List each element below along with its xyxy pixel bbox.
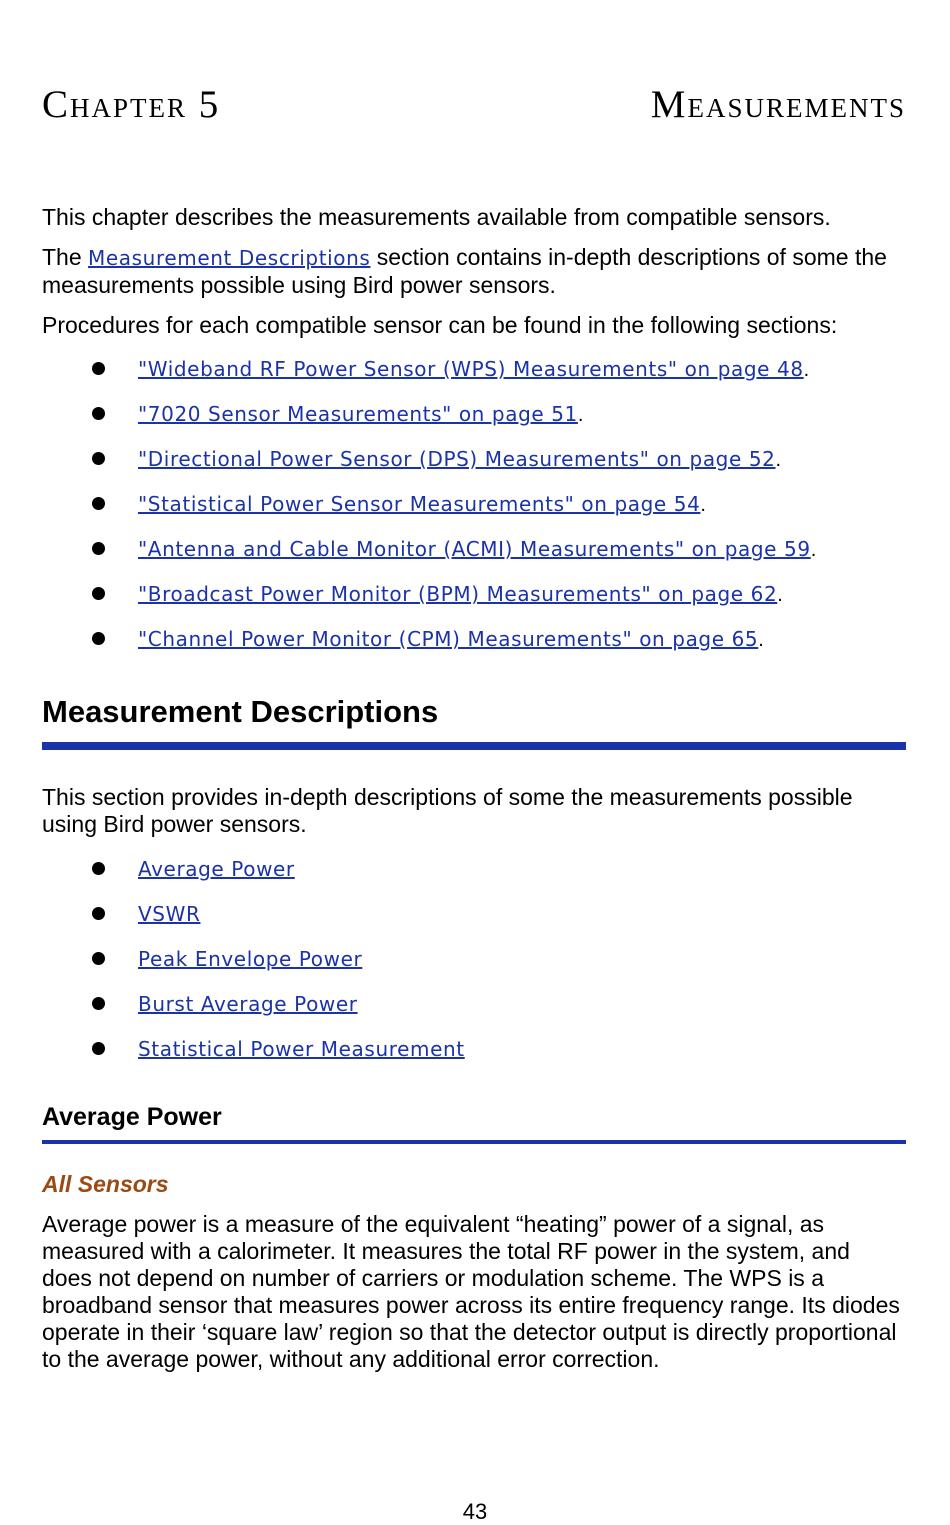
subsection-heading: Average Power bbox=[42, 1103, 222, 1131]
list-item bbox=[42, 1035, 906, 1080]
bullet-icon bbox=[92, 407, 105, 420]
bullet-icon bbox=[92, 1042, 105, 1055]
procedure-link-statistical[interactable]: "Statistical Power Sensor Measurements" on page 54 bbox=[138, 492, 701, 516]
list-item bbox=[42, 855, 906, 900]
procedure-link-7020[interactable]: "7020 Sensor Measurements" on page 51 bbox=[138, 402, 578, 426]
list-item bbox=[42, 580, 906, 625]
procedures-list bbox=[42, 355, 906, 670]
bullet-icon bbox=[92, 862, 105, 875]
descriptions-list bbox=[42, 855, 906, 1080]
procedure-link-dps[interactable]: "Directional Power Sensor (DPS) Measurements" on page 52 bbox=[138, 447, 776, 471]
intro-paragraph-2 bbox=[42, 244, 906, 299]
chapter-title: Measurements bbox=[650, 83, 906, 126]
list-item bbox=[42, 900, 906, 945]
intro-paragraph-3: Procedures for each compatible sensor can be found in the following sections: bbox=[42, 312, 838, 338]
bullet-icon bbox=[92, 542, 105, 555]
bullet-icon bbox=[92, 497, 105, 510]
statistical-power-measurement-link[interactable]: Statistical Power Measurement bbox=[138, 1037, 465, 1061]
bullet-icon bbox=[92, 587, 105, 600]
list-item-suffix: . bbox=[758, 629, 764, 651]
section-divider bbox=[42, 742, 906, 750]
list-item-suffix: . bbox=[777, 584, 783, 606]
list-item-suffix: . bbox=[803, 359, 810, 381]
bullet-icon bbox=[92, 907, 105, 920]
procedure-link-cpm[interactable]: "Channel Power Monitor (CPM) Measurements" on page 65 bbox=[138, 627, 759, 651]
list-item-suffix: . bbox=[810, 539, 817, 561]
intro-p2-after: section contains in-depth descriptions of some the measurements possible using Bird power sensors. bbox=[42, 244, 887, 298]
average-power-paragraph: Average power is a measure of the equivalent “heating” power of a signal, as measured with a calorimeter. It measures the total RF power in the system, and does not depend on number of carriers or modulation scheme. The WPS is a broadband sensor that measures power across its entire frequency range. Its diodes operate in their ‘square law’ region so that the detector output is directly proportional to the average power, without any additional error correction. bbox=[42, 1211, 900, 1372]
bullet-icon bbox=[92, 952, 105, 965]
procedure-link-acmi[interactable]: "Antenna and Cable Monitor (ACMI) Measurements" on page 59 bbox=[138, 537, 811, 561]
list-item bbox=[42, 445, 906, 490]
page-number: 43 bbox=[462, 1499, 488, 1524]
average-power-link[interactable]: Average Power bbox=[138, 857, 295, 881]
procedure-link-wps[interactable]: "Wideband RF Power Sensor (WPS) Measurements" on page 48 bbox=[138, 357, 804, 381]
bullet-icon bbox=[92, 997, 105, 1010]
list-item bbox=[42, 945, 906, 990]
list-item bbox=[42, 490, 906, 535]
list-item bbox=[42, 990, 906, 1035]
page-content bbox=[42, 204, 906, 1373]
peak-envelope-power-link[interactable]: Peak Envelope Power bbox=[138, 947, 363, 971]
list-item bbox=[42, 355, 906, 400]
list-item bbox=[42, 400, 906, 445]
intro-p2-before: The bbox=[42, 244, 89, 270]
bullet-icon bbox=[92, 452, 105, 465]
burst-average-power-link[interactable]: Burst Average Power bbox=[138, 992, 358, 1016]
subsection-divider bbox=[42, 1140, 906, 1144]
procedure-link-bpm[interactable]: "Broadcast Power Monitor (BPM) Measurements" on page 62 bbox=[138, 582, 778, 606]
bullet-icon bbox=[92, 632, 105, 645]
sensor-subheading: All Sensors bbox=[42, 1171, 169, 1197]
descriptions-paragraph: This section provides in-depth descriptions of some the measurements possible using Bird power sensors. bbox=[42, 784, 853, 837]
section-heading: Measurement Descriptions bbox=[42, 694, 439, 729]
measurement-descriptions-link[interactable]: Measurement Descriptions bbox=[88, 246, 371, 270]
vswr-link[interactable]: VSWR bbox=[138, 902, 201, 926]
list-item bbox=[42, 625, 906, 670]
average-power-section bbox=[42, 1102, 906, 1373]
intro-paragraph-1: This chapter describes the measurements available from compatible sensors. bbox=[42, 204, 831, 230]
list-item-suffix: . bbox=[775, 449, 782, 471]
page-header bbox=[42, 82, 906, 128]
list-item-suffix: . bbox=[577, 404, 584, 426]
chapter-label: Chapter 5 bbox=[42, 83, 221, 126]
list-item bbox=[42, 535, 906, 580]
bullet-icon bbox=[92, 362, 105, 375]
list-item-suffix: . bbox=[700, 494, 706, 516]
measurement-descriptions-section bbox=[42, 694, 906, 1080]
